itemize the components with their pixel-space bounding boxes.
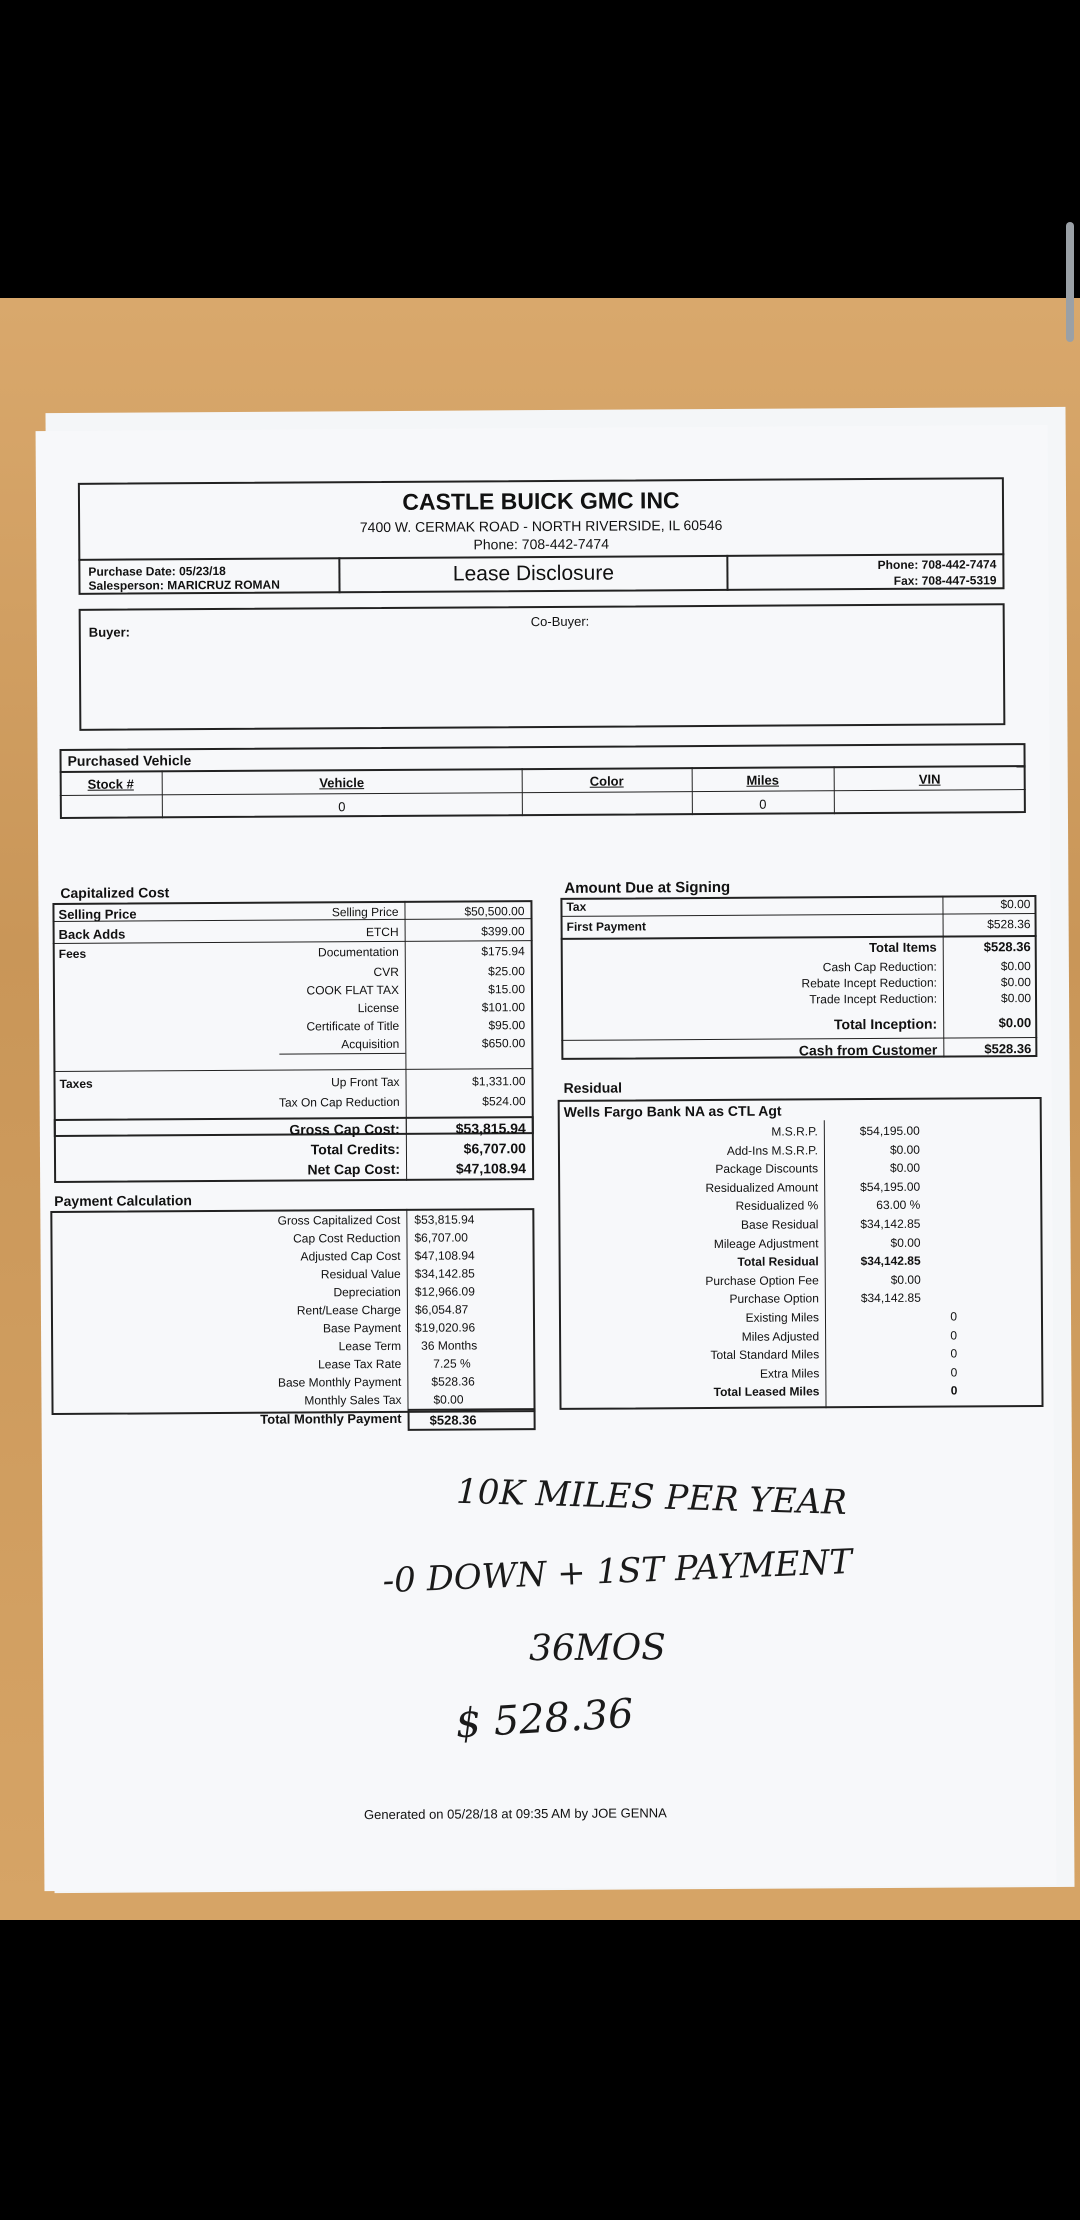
amount-due-title: Amount Due at Signing — [564, 878, 731, 897]
document-title: Lease Disclosure — [452, 561, 615, 586]
selling-price-value: $50,500.00 — [464, 904, 525, 919]
col-color: Color — [589, 773, 624, 789]
payment-row-label: Lease Tax Rate — [318, 1356, 402, 1372]
dealer-address: 7400 W. CERMAK ROAD - NORTH RIVERSIDE, IL 60546 — [359, 516, 723, 536]
residual-row-value: $34,142.85 — [860, 1253, 921, 1269]
residual-row-value: $0.00 — [890, 1235, 921, 1250]
due-row-label: Rebate Incept Reduction: — [801, 975, 937, 991]
fee-value: $175.94 — [481, 944, 525, 959]
selling-price-sub: Selling Price — [331, 904, 399, 920]
total-items-label: Total Items — [869, 939, 937, 956]
payment-row-label: Base Payment — [322, 1320, 402, 1336]
payment-row-label: Base Monthly Payment — [277, 1374, 402, 1390]
col-vin: VIN — [918, 771, 941, 787]
handwritten-miles-note: 10K MILES PER YEAR — [455, 1471, 848, 1523]
fee-label: COOK FLAT TAX — [306, 982, 400, 998]
residual-row-value: 0 — [950, 1346, 958, 1361]
fee-value: $95.00 — [488, 1018, 526, 1033]
residual-row-label: Total Leased Miles — [713, 1384, 820, 1400]
residual-row-value: 0 — [950, 1309, 958, 1324]
tax-label: Up Front Tax — [331, 1074, 400, 1090]
payment-row-label: Depreciation — [333, 1284, 401, 1300]
payment-row-value: $34,142.85 — [414, 1266, 475, 1281]
fee-label: Acquisition — [341, 1036, 400, 1052]
col-stock: Stock # — [87, 776, 134, 792]
header-phone: Phone: 708-442-7474 — [877, 557, 997, 572]
payment-row-value: $6,707.00 — [414, 1230, 468, 1245]
col-miles: Miles — [746, 772, 779, 788]
payment-row-label: Lease Term — [338, 1338, 402, 1354]
handwritten-down-note: -0 DOWN + 1ST PAYMENT — [381, 1541, 853, 1602]
first-payment-label: First Payment — [566, 919, 646, 934]
fees-label: Fees — [58, 946, 87, 961]
due-row-label: Trade Incept Reduction: — [809, 991, 938, 1007]
payment-row-value: 7.25 % — [433, 1356, 471, 1371]
fee-label: CVR — [373, 964, 399, 980]
vehicle-section-title: Purchased Vehicle — [67, 752, 192, 769]
residual-row-value: $0.00 — [889, 1160, 921, 1176]
fee-value: $25.00 — [488, 964, 525, 979]
back-adds-label: Back Adds — [58, 926, 126, 942]
payment-row-label: Residual Value — [320, 1266, 401, 1282]
tax-value: $524.00 — [482, 1094, 526, 1109]
net-cap-label: Net Cap Cost: — [307, 1160, 401, 1178]
tax-label: Tax On Cap Reduction — [278, 1094, 400, 1110]
salesperson: Salesperson: MARICRUZ ROMAN — [88, 577, 280, 593]
residual-row-label: M.S.R.P. — [771, 1124, 818, 1139]
fee-label: Documentation — [317, 944, 399, 960]
residual-row-label: Purchase Option Fee — [705, 1273, 819, 1288]
selling-price-label: Selling Price — [58, 906, 137, 922]
residual-row-label: Package Discounts — [715, 1161, 819, 1177]
fee-label: License — [357, 1000, 400, 1016]
payment-row-value: $528.36 — [431, 1374, 475, 1389]
residual-row-value: $0.00 — [889, 1142, 920, 1157]
handwritten-term-note: 36MOS — [528, 1627, 666, 1670]
residual-title: Residual — [563, 1079, 622, 1096]
payment-row-label: Adjusted Cap Cost — [300, 1248, 401, 1264]
payment-calc-title: Payment Calculation — [54, 1192, 193, 1210]
cell-vehicle: 0 — [338, 799, 346, 815]
gross-cap-label: Gross Cap Cost: — [289, 1120, 400, 1138]
due-row-value: $0.00 — [1000, 959, 1031, 974]
payment-row-value: $6,054.87 — [414, 1302, 469, 1317]
total-items-value: $528.36 — [983, 939, 1031, 955]
residual-row-label: Add-Ins M.S.R.P. — [726, 1142, 818, 1158]
net-cap-value: $47,108.94 — [455, 1160, 527, 1177]
taxes-label: Taxes — [59, 1076, 93, 1091]
payment-row-label: Rent/Lease Charge — [296, 1302, 401, 1318]
due-row-label: Cash Cap Reduction: — [822, 959, 937, 975]
residual-row-value: $0.00 — [890, 1272, 921, 1287]
fee-value: $101.00 — [481, 1000, 526, 1015]
payment-row-label: Gross Capitalized Cost — [277, 1212, 401, 1228]
residual-row-value: $34,142.85 — [860, 1216, 921, 1232]
residual-row-label: Purchase Option — [729, 1291, 819, 1307]
due-tax-value: $0.00 — [1000, 897, 1031, 912]
payment-row-value: $19,020.96 — [414, 1320, 476, 1335]
dealer-name: CASTLE BUICK GMC INC — [402, 487, 680, 515]
cash-from-customer-value: $528.36 — [984, 1041, 1032, 1057]
header-fax: Fax: 708-447-5319 — [893, 573, 997, 588]
payment-row-value: 36 Months — [421, 1338, 478, 1353]
purchase-date: Purchase Date: 05/23/18 — [88, 563, 226, 579]
residual-row-label: Total Standard Miles — [710, 1347, 820, 1363]
residual-row-value: 0 — [950, 1328, 958, 1343]
due-row-value: $0.00 — [1000, 991, 1032, 1006]
total-inception-label: Total Inception: — [833, 1015, 938, 1033]
payment-row-value: $47,108.94 — [414, 1248, 475, 1263]
residual-row-label: Residualized Amount — [705, 1180, 819, 1195]
residual-row-label: Mileage Adjustment — [713, 1235, 819, 1251]
residual-row-label: Residualized % — [735, 1198, 819, 1214]
buyer-label: Buyer: — [88, 624, 131, 640]
residual-row-value: $34,142.85 — [860, 1291, 921, 1306]
total-inception-value: $0.00 — [998, 1015, 1032, 1031]
cell-miles: 0 — [759, 796, 767, 812]
total-credits-label: Total Credits: — [310, 1140, 400, 1158]
handwritten-payment-note: $ 528.36 — [454, 1690, 635, 1748]
payment-row-label: Monthly Sales Tax — [304, 1392, 402, 1408]
cash-from-customer-label: Cash from Customer — [798, 1041, 938, 1059]
gross-cap-value: $53,815.94 — [455, 1120, 526, 1137]
cobuyer-label: Co-Buyer: — [530, 613, 590, 630]
dealer-phone: Phone: 708-442-7474 — [473, 535, 610, 553]
total-monthly-value: $528.36 — [429, 1412, 477, 1428]
scrollbar[interactable] — [1066, 222, 1074, 342]
lease-disclosure-document — [36, 425, 1057, 1891]
residual-row-label: Base Residual — [740, 1217, 819, 1232]
residual-row-label: Total Residual — [737, 1254, 819, 1270]
residual-row-value: $54,195.00 — [859, 1123, 920, 1139]
total-monthly-box — [408, 1408, 536, 1431]
residual-row-label: Existing Miles — [745, 1310, 820, 1325]
first-payment-value: $528.36 — [987, 917, 1031, 932]
col-vehicle: Vehicle — [319, 775, 365, 791]
residual-row-value: 63.00 % — [876, 1198, 921, 1213]
payment-row-value: $12,966.09 — [414, 1284, 475, 1299]
tax-value: $1,331.00 — [472, 1074, 526, 1089]
capitalized-cost-title: Capitalized Cost — [60, 884, 170, 901]
back-adds-sub: ETCH — [365, 924, 399, 940]
residual-row-value: $54,195.00 — [860, 1179, 921, 1194]
due-tax-label: Tax — [566, 899, 587, 914]
generated-footer: Generated on 05/28/18 at 09:35 AM by JOE GENNA — [363, 1805, 667, 1823]
total-credits-value: $6,707.00 — [463, 1140, 526, 1157]
residual-row-value: 0 — [950, 1383, 958, 1398]
residual-bank: Wells Fargo Bank NA as CTL Agt — [563, 1102, 782, 1120]
fee-label: Certificate of Title — [306, 1018, 400, 1034]
back-adds-value: $399.00 — [481, 924, 525, 939]
fee-value: $15.00 — [488, 982, 526, 997]
total-monthly-label: Total Monthly Payment — [260, 1410, 402, 1427]
residual-row-label: Extra Miles — [759, 1366, 820, 1381]
payment-row-value: $0.00 — [433, 1392, 464, 1407]
residual-row-value: 0 — [950, 1365, 958, 1380]
residual-row-label: Miles Adjusted — [741, 1328, 820, 1344]
due-row-value: $0.00 — [1000, 975, 1031, 990]
fee-value: $650.00 — [481, 1036, 526, 1051]
payment-row-value: $53,815.94 — [414, 1212, 475, 1227]
payment-row-label: Cap Cost Reduction — [293, 1230, 401, 1246]
